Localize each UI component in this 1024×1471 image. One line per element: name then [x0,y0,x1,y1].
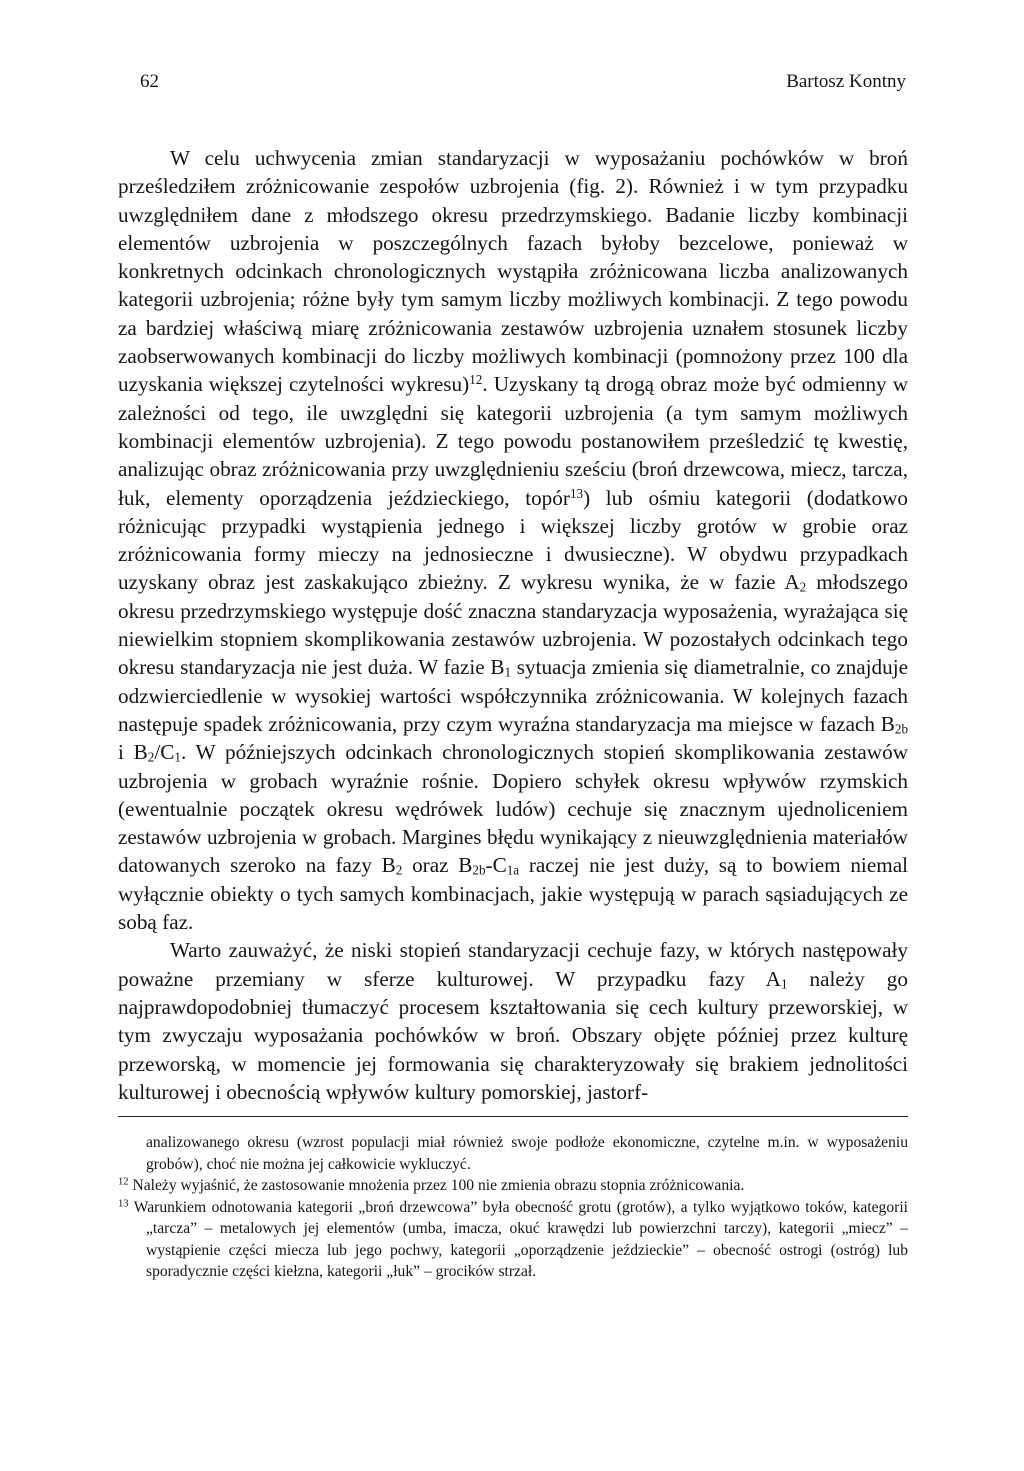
subscript: 2 [147,749,155,765]
subscript: 2b [894,721,908,737]
footnote-separator [118,1116,908,1117]
footnote-ref-12: 12 [469,372,483,388]
footnotes [118,1132,908,1283]
subscript: 1 [504,664,512,680]
footnote-number: 13 [118,1198,129,1210]
body-text [118,144,908,1106]
subscript: 2 [799,579,807,595]
text-run: oraz B [402,853,473,878]
text-run: W celu uchwycenia zmian standaryzacji w wyposażaniu pochówków w broń prześledziłem zróżnicowanie zespołów uzbrojenia ( [118,146,908,199]
footnote-number: 12 [118,1176,129,1188]
footnote-ref-13: 13 [569,485,584,501]
page-number: 62 [140,71,159,92]
text-run: ) lub ośmiu kategorii (dodatkowo różnicując przypadki wystąpienia jednego i większej liczby grotów w grobie oraz zróżnicowania formy mieczy na jednosieczne i dwusieczne). W obydwu przypadkach uzyskany obraz jest zaskakująco zbieżny. Z wykresu wynika, że w fazie A [118,485,908,595]
text-run: należy go najprawdopodobniej tłumaczyć procesem kształtowania się cech kultury przeworskiej, w tym zwyczaju wyposażania pochówków w broń. Obszary objęte później przez kulturę przeworską, w momencie jej formowania się charakteryzowały się brakiem jednolitości kulturowej i obecnością wpływów kultury pomorskiej, jastorf- [118,966,908,1104]
figure-reference: fig. 2 [576,174,626,199]
footnote-text: Należy wyjaśnić, że zastosowanie mnożenia przez 100 nie zmienia obrazu stopnia zróżnicowania. [128,1177,745,1195]
footnote-text: Warunkiem odnotowania kategorii „broń drzewcowa” była obecność grotu (grotów), a tylko wyjątkowo toków, kategorii „tarcza” – metalowych jej elementów (umba, imacza, okuć krawędzi lub powierzchni tarczy), kategorii „miecz” – wystąpienie części miecza lub jego pochwy, kategorii „oporządzenie jeździeckie” – obecność ostrogi (ostróg) lub sporadycznie części kiełzna, kategorii „łuk” – grocików strzał. [128,1198,908,1281]
text-run: /C [154,740,175,765]
paragraph-2 [118,936,908,1106]
footnote-continuation: analizowanego okresu (wzrost populacji miał również swoje podłoże ekonomiczne, czytelne m.in. w wyposażeniu grobów), choć nie można jej całkowicie wykluczyć. [146,1134,908,1173]
text-run: sytuacja zmienia się diametralnie, co znajduje odzwierciedlenie w wysokiej wartości współczynnika zróżnicowania. W kolejnych fazach następuje spadek zróżnicowania, przy czym wyraźna standaryzacja ma miejsce w fazach B [118,655,908,736]
subscript: 2b [472,862,486,878]
subscript: 1a [506,862,520,878]
subscript: 1 [780,975,788,991]
text-run: i B [118,740,148,765]
text-run: młodszego okresu przedrzymskiego występuje dość znaczna standaryzacja wyposażenia, wyrażająca się niewielkim stopniem skomplikowania zestawów uzbrojenia. W pozostałych odcinkach tego okresu standaryzacja nie jest duża. W fazie B [118,570,908,680]
text-run: raczej nie jest duży, są to bowiem niemal wyłącznie obiekty o tych samych kombinacjach, jakie występują w parach sąsiadujących ze sobą faz. [118,853,908,935]
text-run: Warto zauważyć, że niski stopień standaryzacji cechuje fazy, w których następowały poważne przemiany w sferze kulturowej. W przypadku fazy A [118,938,908,991]
running-head-author: Bartosz Kontny [786,71,906,92]
footnote-12 [118,1175,908,1197]
footnote-13 [118,1197,908,1283]
text-run: . W późniejszych odcinkach chronologicznych stopień skomplikowania zestawów uzbrojenia w grobach wyraźnie rośnie. Dopiero schyłek okresu wpływów rzymskich (ewentualnie początek okresu wędrówek ludów) cechuje się znacznym ujednoliceniem zestawów uzbrojenia w grobach. Margines błędu wynikający z nieuwzględnienia materiałów datowanych szeroko na fazy B [118,740,908,878]
text-run: -C [485,853,507,878]
paragraph-1 [118,144,908,936]
text-run: . Uzyskany tą drogą obraz może być odmienny w zależności od tego, ile uwzględni się kategorii uzbrojenia (a tym samym możliwych kombinacji elementów uzbrojenia). Z tego powodu postanowiłem prześledzić tę kwestię, analizując obraz zróżnicowania przy uwzględnieniu sześciu (broń drzewcowa, miecz, tarcza, łuk, elementy oporządzenia jeździeckiego, topór [118,372,908,510]
subscript: 1 [174,749,181,765]
text-run: ). Również i w tym przypadku uwzględniłem dane z młodszego okresu przedrzymskiego. Badanie liczby kombinacji elementów uzbrojenia w poszczególnych fazach byłoby bezcelowe, ponieważ w konkretnych odcinkach chronologicznych wystąpiła zróżnicowana liczba analizowanych kategorii uzbrojenia; różne były tym samym liczby możliwych kombinacji. Z tego powodu za bardziej właściwą miarę zróżnicowania zestawów uzbrojenia uznałem stosunek liczby zaobserwowanych kombinacji do liczby możliwych kombinacji (pomnożony przez 100 dla uzyskania większej czytelności wykresu) [118,174,908,397]
running-head [118,70,908,94]
subscript: 2 [395,862,403,878]
